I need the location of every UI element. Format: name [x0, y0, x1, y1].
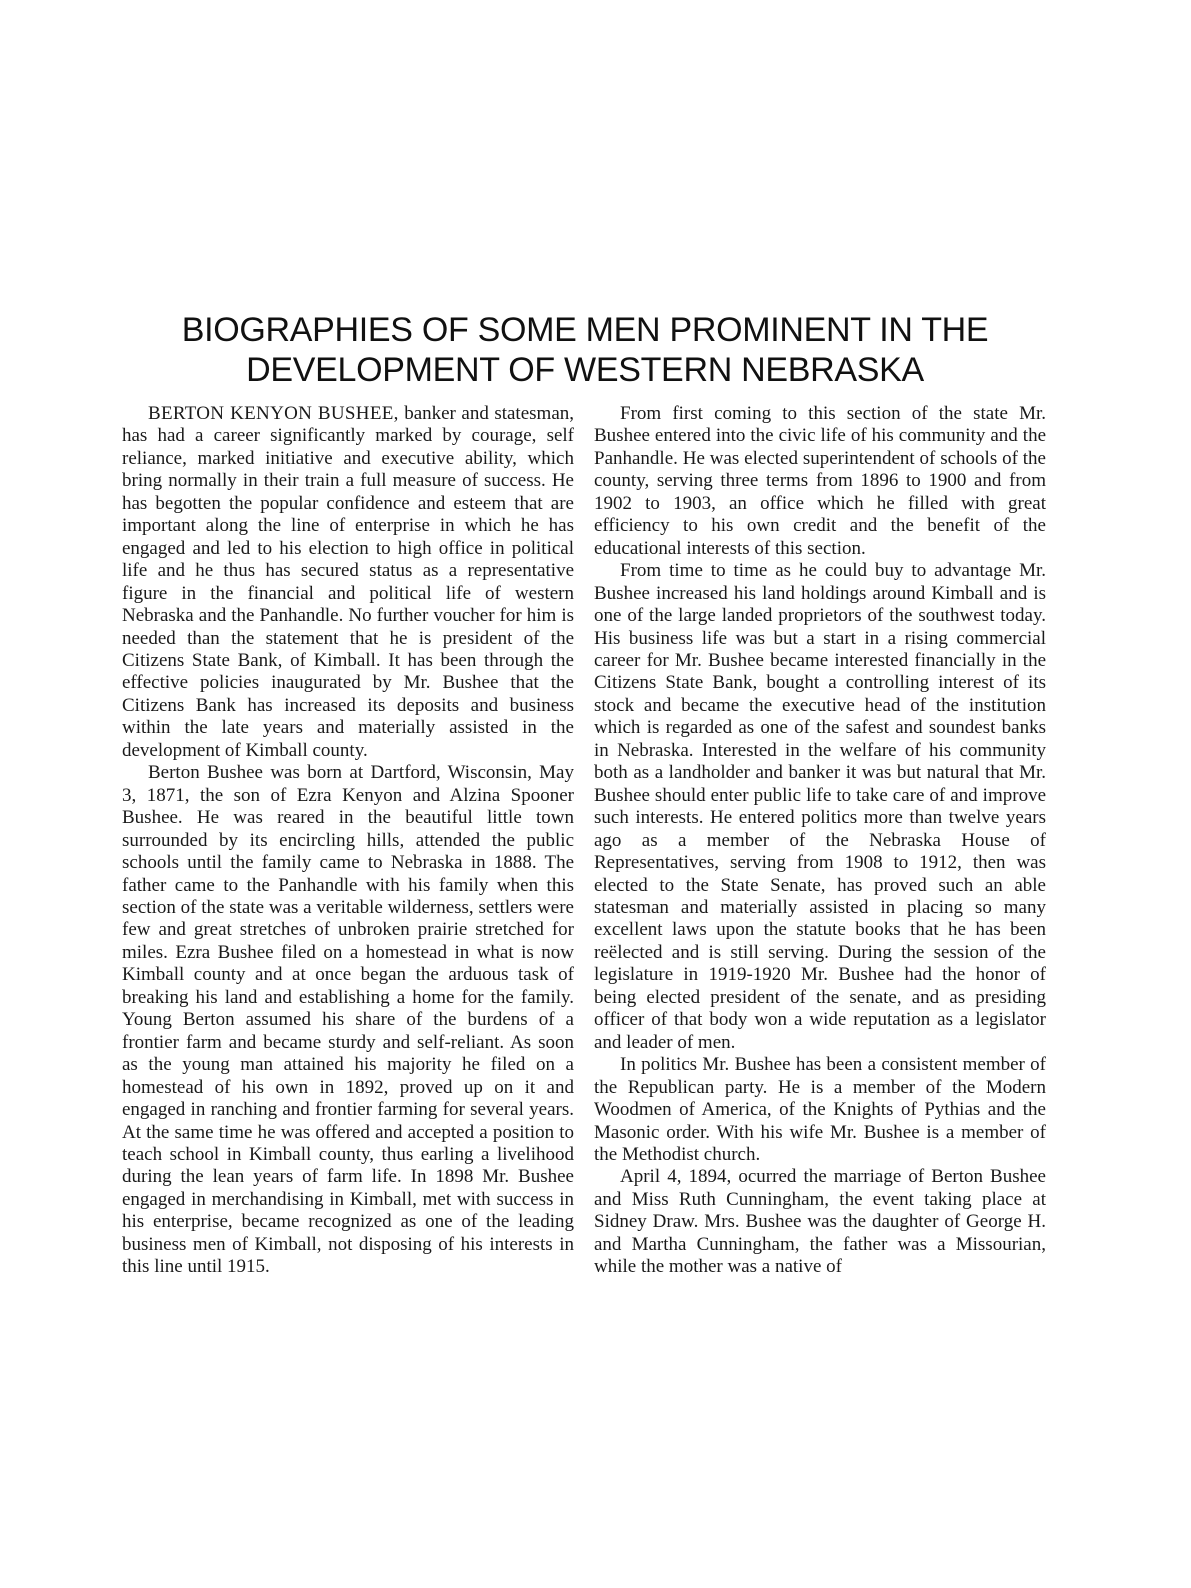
paragraph-affiliations: In politics Mr. Bushee has been a consistent member of the Republican party. He is a member of the Modern Woodmen of America, of the Knights of Pythias and the Masonic order. With his wife Mr. Bushee is a member of the Methodist church. — [594, 1054, 1046, 1165]
title-line-1: BIOGRAPHIES OF SOME MEN PROMINENT IN THE — [181, 311, 989, 349]
title-line-2: DEVELOPMENT OF WESTERN NEBRASKA — [246, 351, 924, 389]
page-title — [110, 310, 1060, 390]
paragraph-marriage: April 4, 1894, ocurred the marriage of Berton Bushee and Miss Ruth Cunningham, the event taking place at Sidney Draw. Mrs. Bushee was the daughter of George H. and Martha Cunningham, the father was a Missourian, while the mother was a native of — [594, 1166, 1046, 1278]
paragraph-early-life: Berton Bushee was born at Dartford, Wisconsin, May 3, 1871, the son of Ezra Kenyon and Alzina Spooner Bushee. He was reared in the beautiful little town surrounded by its encircling hills, attended the public schools until the family came to Nebraska in 1888. The father came to the Panhandle with his family when this section of the state was a veritable wilderness, settlers were few and great stretches of unbroken prairie stretched for miles. Ezra Bushee filed on a homestead in what is now Kimball county and at once began the arduous task of breaking his land and establishing a home for the family. Young Berton assumed his share of the burdens of a frontier farm and became sturdy and self-reliant. As soon as the young man attained his majority he filed on a homestead of his own in 1892, proved up on it and engaged in ranching and frontier farming for several years. At the same time he was offered and accepted a position to teach school in Kimball county, thus earling a livelihood during the lean years of farm life. In 1898 Mr. Bushee engaged in merchandising in Kimball, met with success in his enterprise, became recognized as one of the leading business men of Kimball, not disposing of his interests in this line until 1915. — [122, 762, 574, 1278]
paragraph-civic-life: From first coming to this section of the state Mr. Bushee entered into the civic life of his community and the Panhandle. He was elected superintendent of schools of the county, serving three terms from 1896 to 1900 and from 1902 to 1903, an office which he filled with great efficiency to his own credit and the benefit of the educational interests of this section. — [594, 403, 1046, 559]
subject-name: BERTON KENYON BUSHEE, — [148, 403, 399, 424]
right-column — [594, 403, 1046, 1279]
paragraph-business-politics: From time to time as he could buy to advantage Mr. Bushee increased his land holdings around Kimball and is one of the large landed proprietors of the southwest today. His business life was but a start in a rising commercial career for Mr. Bushee became interested financially in the Citizens State Bank, bought a controlling interest of its stock and became the executive head of the institution which is regarded as one of the safest and soundest banks in Nebraska. Interested in the welfare of his community both as a landholder and banker it was but natural that Mr. Bushee should enter public life to take care of and improve such interests. He entered politics more than twelve years ago as a member of the Nebraska House of Representatives, serving from 1908 to 1912, then was elected to the State Senate, has proved such an able statesman and materially assisted in placing so many excellent laws upon the statute books that he has been reëlected and is still serving. During the session of the legislature in 1919-1920 Mr. Bushee had the honor of being elected president of the senate, and as presiding officer of that body won a wide reputation as a legislator and leader of men. — [594, 560, 1046, 1053]
paragraph-intro-text: banker and statesman, has had a career significantly marked by courage, self reliance, marked initiative and executive ability, which bring normally in their train a full measure of success. He has begotten the popular confidence and esteem that are important along the line of enterprise in which he has engaged and led to his election to high office in political life and he thus has secured status as a representative figure in the financial and political life of western Nebraska and the Panhandle. No further voucher for him is needed than the statement that he is president of the Citizens State Bank, of Kimball. It has been through the effective policies inaugurated by Mr. Bushee that the Citizens Bank has increased its deposits and business within the late years and materially assisted in the development of Kimball county. — [122, 403, 574, 761]
paragraph-intro — [122, 403, 574, 762]
left-column — [122, 403, 574, 1279]
